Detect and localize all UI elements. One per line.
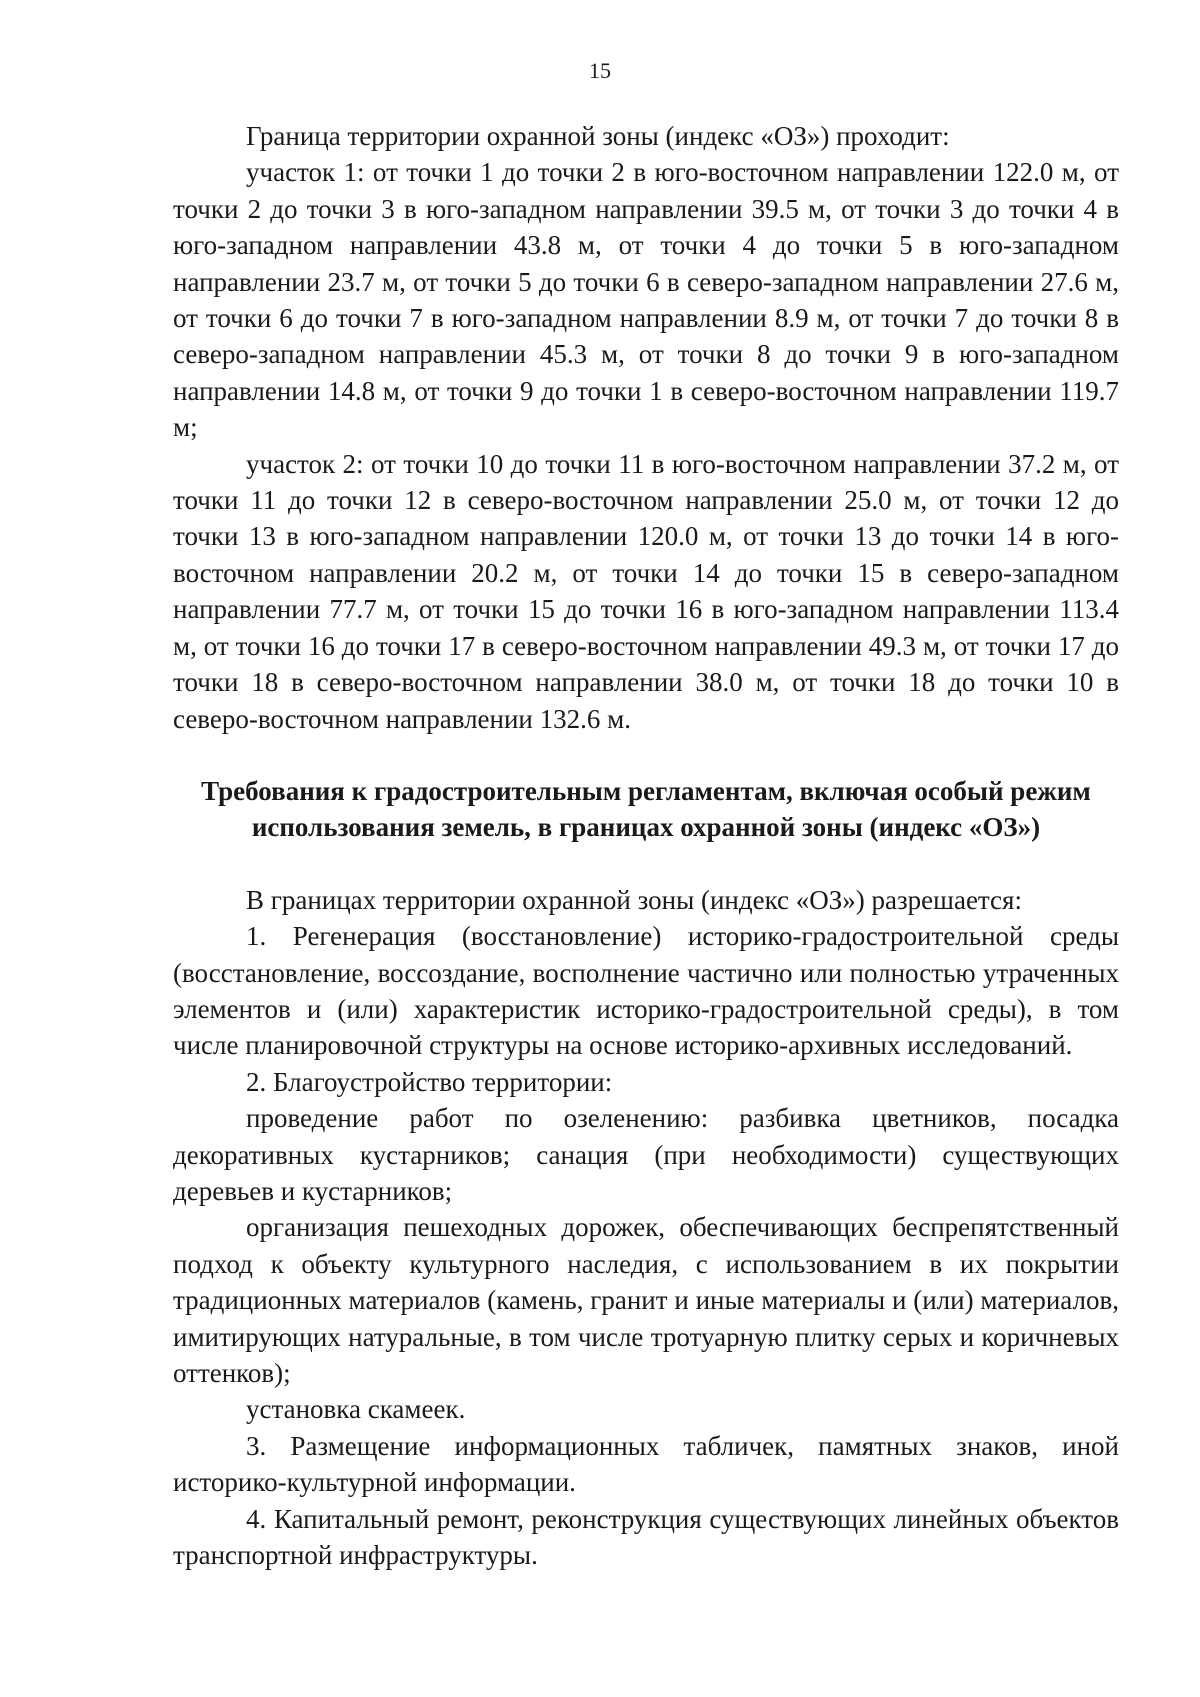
permitted-item-3: 3. Размещение информационных табличек, памятных знаков, иной историко-культурной информации.	[173, 1430, 1119, 1498]
boundary-plot-1: участок 1: от точки 1 до точки 2 в юго-восточном направлении 122.0 м, от точки 2 до точки 3 в юго-западном направлении 39.5 м, от точки 3 до точки 4 в юго-западном направлении 43.8 м, от точки 4 до точки 5 в юго-западном направлении 23.7 м, от точки 5 до точки 6 в северо-западном направлении 27.6 м, от точки 6 до точки 7 в юго-западном направлении 8.9 м, от точки 7 до точки 8 в северо-западном направлении 45.3 м, от точки 8 до точки 9 в юго-западном направлении 14.8 м, от точки 9 до точки 1 в северо-восточном направлении 119.7 м;	[173, 157, 1119, 443]
section-heading: Требования к градостроительным регламентам, включая особый режим использования земель, в границах охранной зоны (индекс «ОЗ»)	[201, 775, 1091, 843]
permitted-intro: В границах территории охранной зоны (индекс «ОЗ») разрешается:	[246, 884, 1022, 915]
boundary-intro: Граница территории охранной зоны (индекс «ОЗ») проходит:	[246, 121, 950, 151]
permitted-item-2-landscaping: проведение работ по озеленению: разбивка цветников, посадка декоративных кустарников; санация (при необходимости) существующих деревьев и кустарников;	[173, 1103, 1119, 1206]
permitted-item-2-paths: организация пешеходных дорожек, обеспечивающих беспрепятственный подход к объекту культурного наследия, с использованием в их покрытии традиционных материалов (камень, гранит и иные материалы и (или) материалов, имитирующих натуральные, в том числе тротуарную плитку серых и коричневых оттенков);	[173, 1212, 1119, 1388]
permitted-item-4: 4. Капитальный ремонт, реконструкция существующих линейных объектов транспортной инфраструктуры.	[173, 1503, 1119, 1571]
page-number: 15	[589, 58, 611, 83]
page-content	[173, 118, 1119, 1573]
permitted-item-2: 2. Благоустройство территории:	[246, 1066, 613, 1097]
permitted-item-1: 1. Регенерация (восстановление) историко-градостроительной среды (восстановление, воссоздание, восполнение частично или полностью утраченных элементов и (или) характеристик историко-градостроительной среды), в том числе планировочной структуры на основе историко-архивных исследований.	[173, 921, 1119, 1061]
permitted-item-2-benches: установка скамеек.	[246, 1394, 466, 1425]
boundary-plot-2: участок 2: от точки 10 до точки 11 в юго-восточном направлении 37.2 м, от точки 11 до точки 12 в северо-восточном направлении 25.0 м, от точки 12 до точки 13 в юго-западном направлении 120.0 м, от точки 13 до точки 14 в юго-восточном направлении 20.2 м, от точки 14 до точки 15 в северо-западном направлении 77.7 м, от точки 15 до точки 16 в юго-западном направлении 113.4 м, от точки 16 до точки 17 в северо-восточном направлении 49.3 м, от точки 17 до точки 18 в северо-восточном направлении 38.0 м, от точки 18 до точки 10 в северо-восточном направлении 132.6 м.	[173, 448, 1119, 734]
